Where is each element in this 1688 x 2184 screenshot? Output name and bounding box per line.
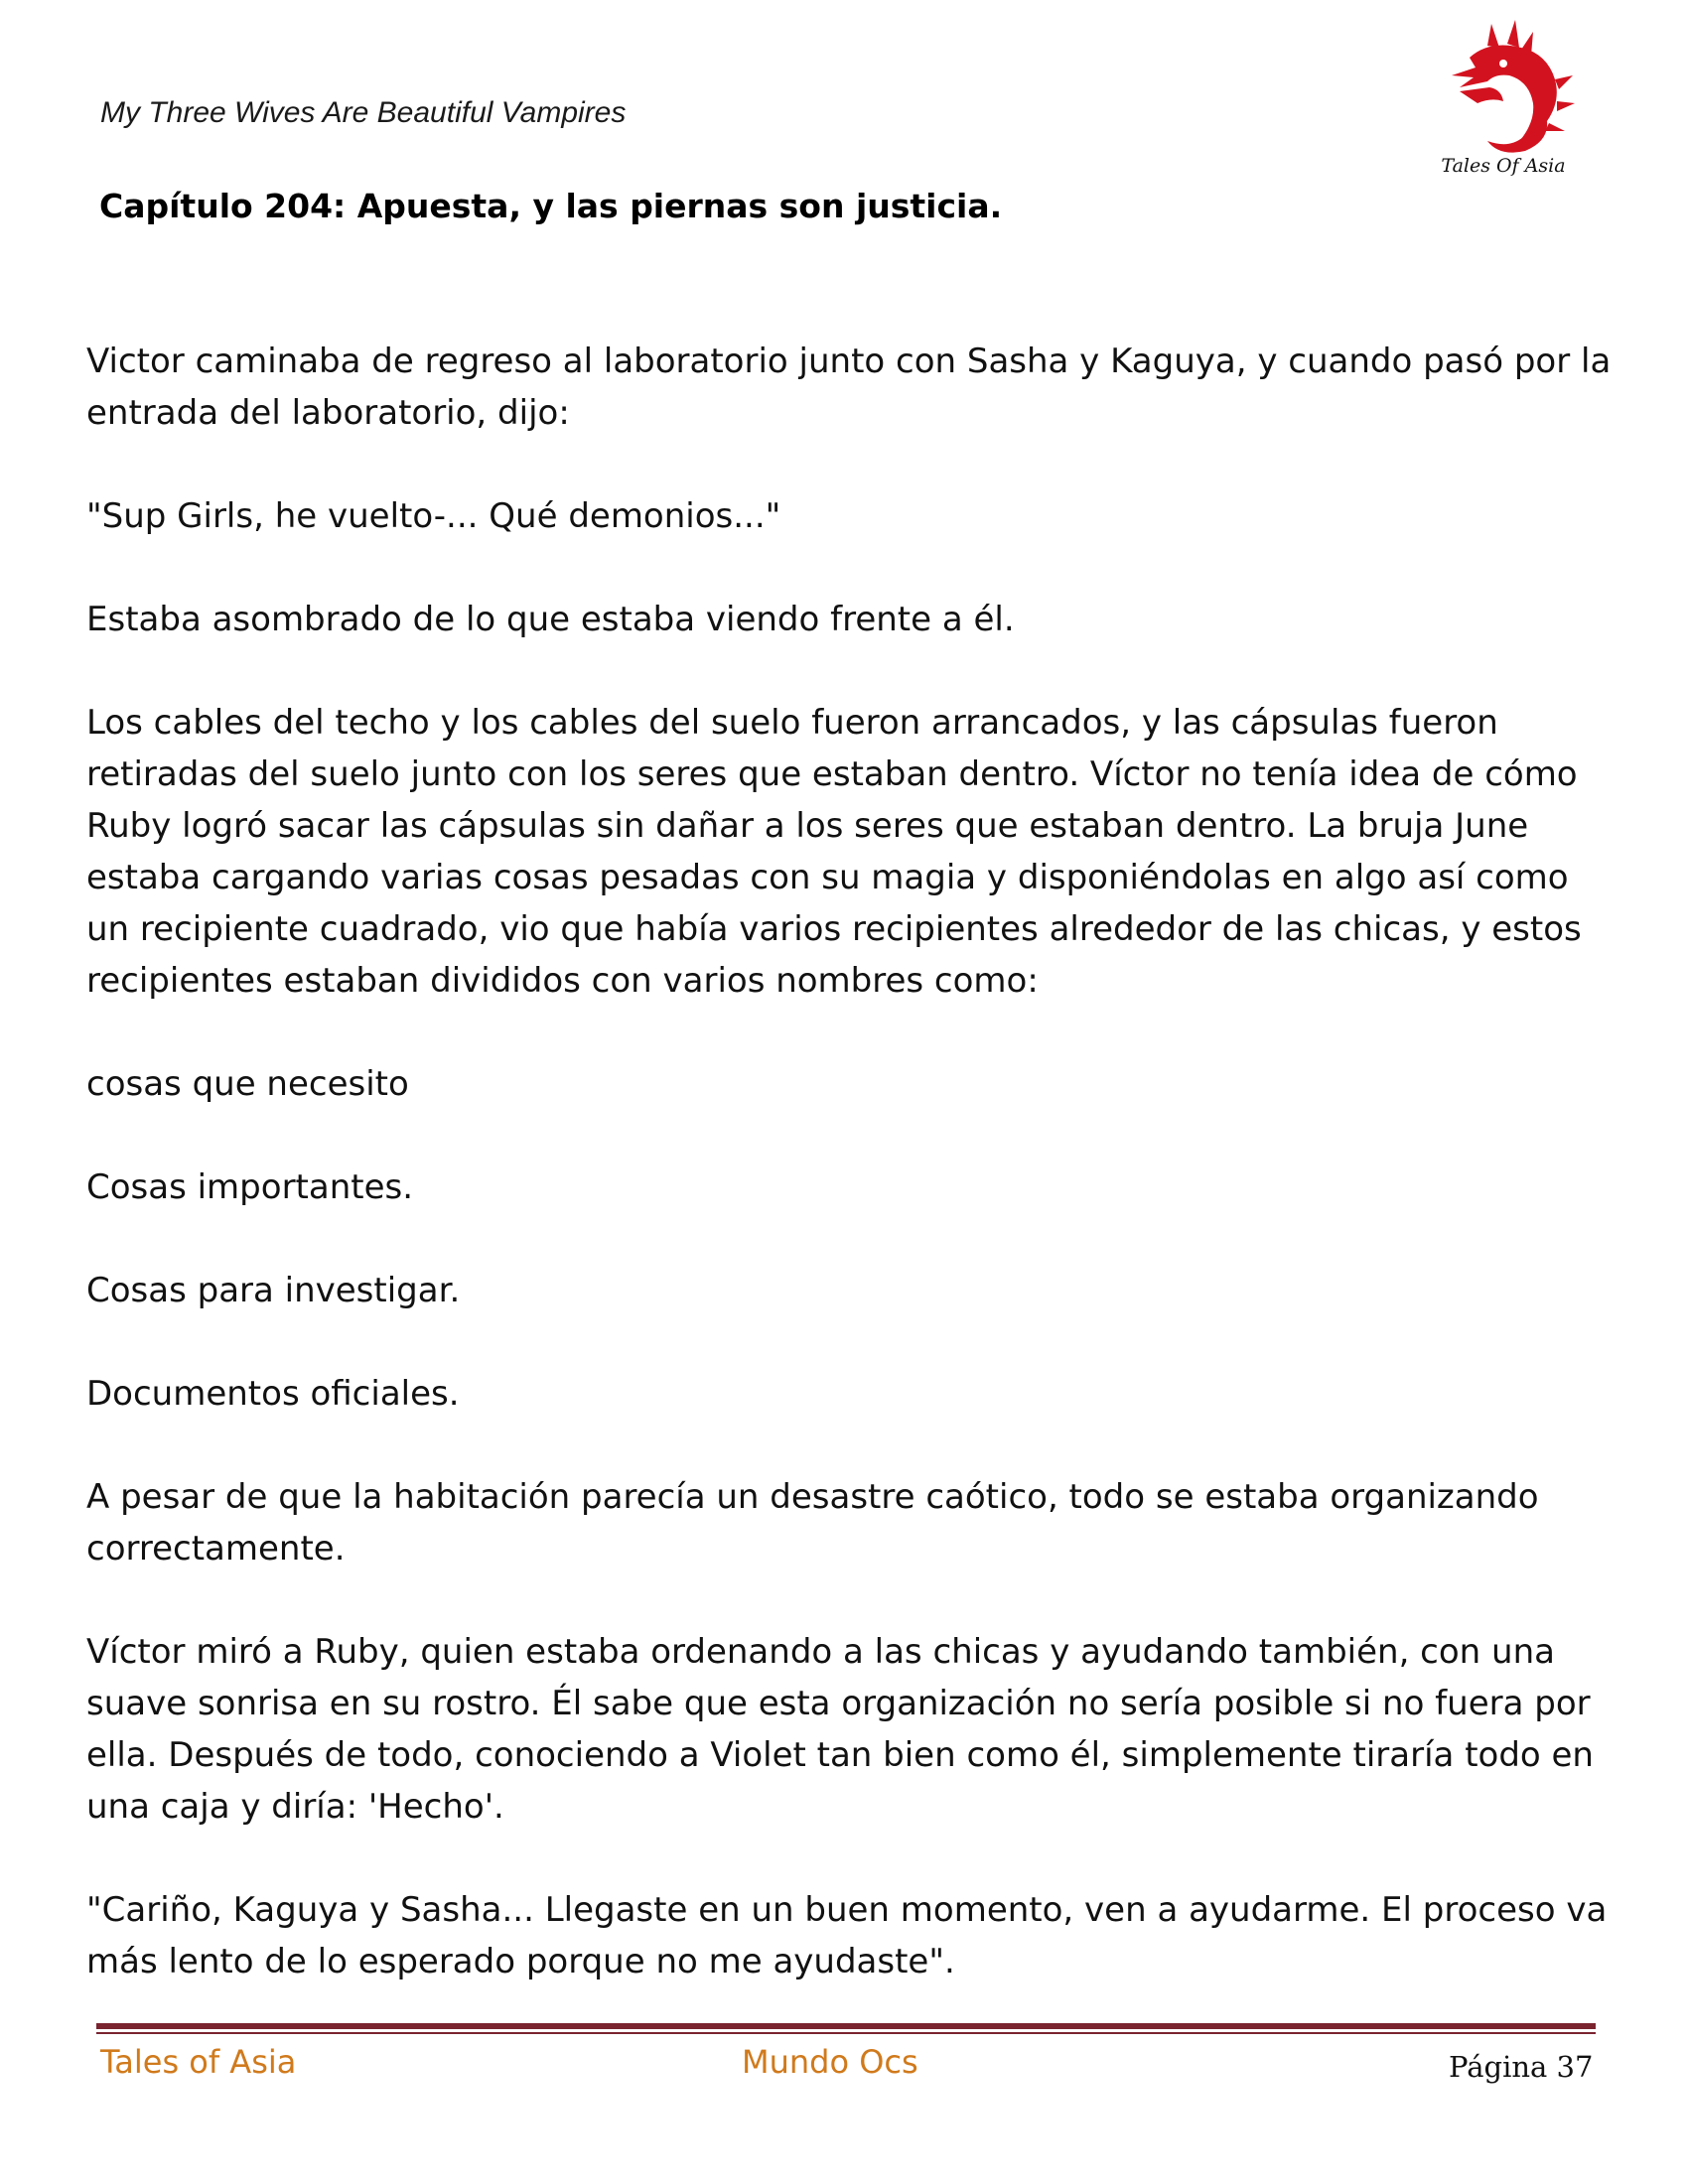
footer-section-name: Mundo Ocs bbox=[742, 2043, 918, 2081]
paragraph: Cosas para investigar. bbox=[86, 1271, 461, 1310]
footer-site-name: Tales of Asia bbox=[100, 2043, 297, 2081]
paragraph: Estaba asombrado de lo que estaba viendo frente a él. bbox=[86, 600, 1015, 639]
footer-divider bbox=[96, 2023, 1596, 2029]
paragraph: Cosas importantes. bbox=[86, 1167, 414, 1207]
paragraph: "Cariño, Kaguya y Sasha... Llegaste en un buen momento, ven a ayudarme. El proceso va más lento de lo esperado porque no me ayudaste". bbox=[86, 1890, 1608, 1981]
tales-of-asia-logo bbox=[1430, 18, 1577, 187]
paragraph: A pesar de que la habitación parecía un desastre caótico, todo se estaba organizando correctamente. bbox=[86, 1477, 1539, 1569]
dragon-icon bbox=[1430, 18, 1577, 157]
chapter-title: Capítulo 204: Apuesta, y las piernas son justicia. bbox=[99, 187, 1003, 225]
paragraph: Victor caminaba de regreso al laboratorio junto con Sasha y Kaguya, y cuando pasó por la entrada del laboratorio, dijo: bbox=[86, 341, 1612, 433]
logo-text: Tales Of Asia bbox=[1441, 155, 1566, 177]
paragraph: Víctor miró a Ruby, quien estaba ordenando a las chicas y ayudando también, con una suave sonrisa en su rostro. Él sabe que esta organización no sería posible si no fuera por ella. Después de todo, conociendo a Violet tan bien como él, simplemente tiraría todo en una caja y diría: 'Hecho'. bbox=[86, 1632, 1594, 1827]
paragraph: "Sup Girls, he vuelto-... Qué demonios..." bbox=[86, 496, 781, 536]
paragraph: Los cables del techo y los cables del suelo fueron arrancados, y las cápsulas fueron retiradas del suelo junto con los seres que estaban dentro. Víctor no tenía idea de cómo Ruby logró sacar las cápsulas sin dañar a los seres que estaban dentro. La bruja June estaba cargando varias cosas pesadas con su magia y disponiéndolas en algo así como un recipiente cuadrado, vio que había varios recipientes alrededor de las chicas, y estos recipientes estaban divididos con varios nombres como: bbox=[86, 703, 1582, 1001]
page-number: Página 37 bbox=[1449, 2050, 1594, 2084]
paragraph: Documentos oficiales. bbox=[86, 1374, 460, 1414]
chapter-body bbox=[86, 336, 1616, 1987]
book-title: My Three Wives Are Beautiful Vampires bbox=[100, 96, 627, 129]
footer-divider-thin bbox=[96, 2032, 1596, 2034]
paragraph: cosas que necesito bbox=[86, 1064, 409, 1104]
